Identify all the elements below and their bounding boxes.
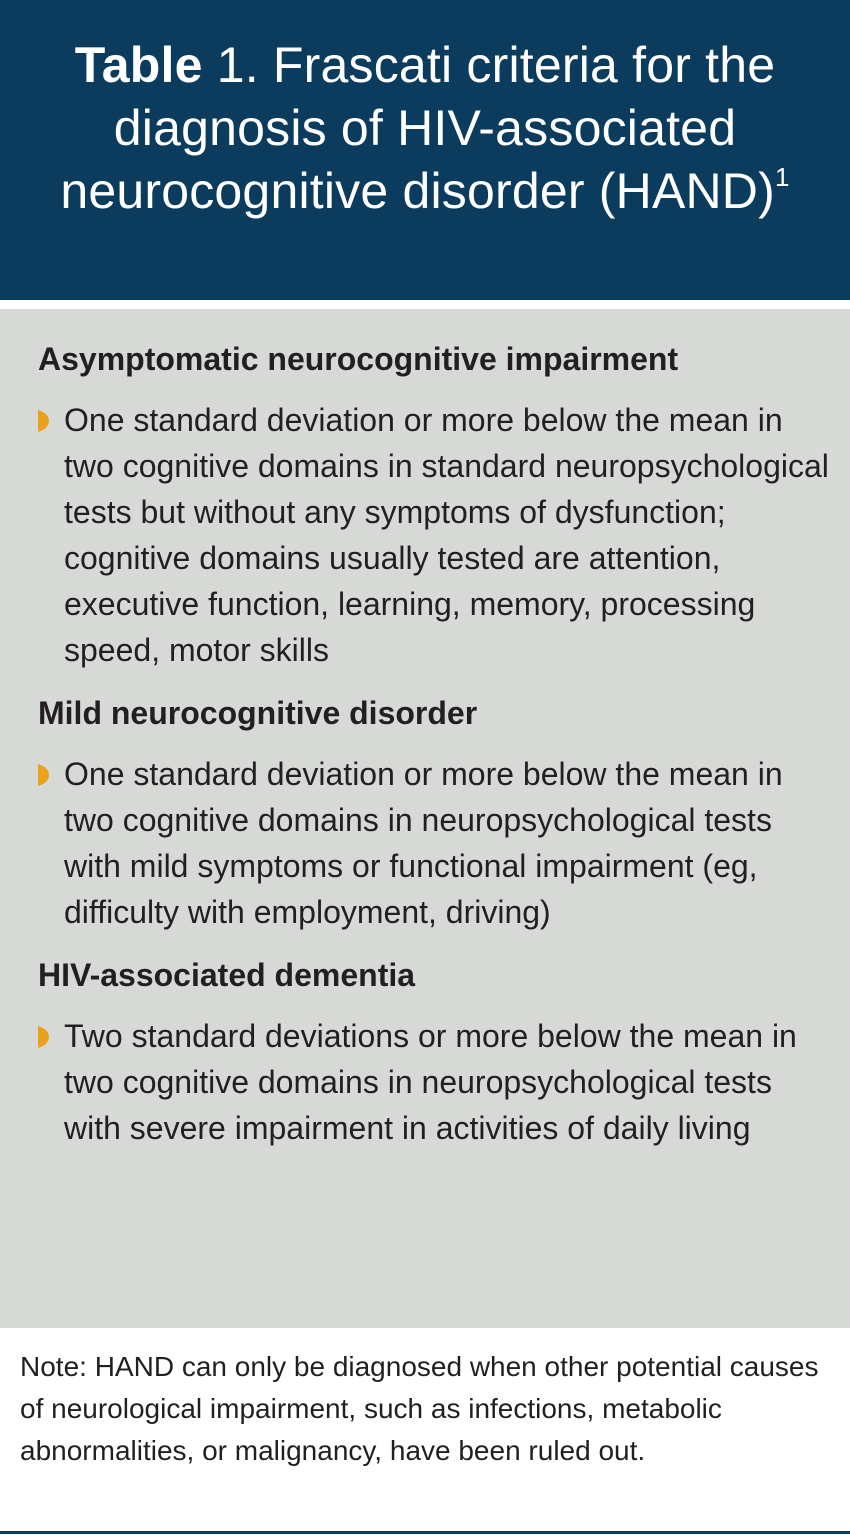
table-footnote: Note: HAND can only be diagnosed when other potential causes of neurological impairment, such as infections, metabolic abnormalities, or malignancy, have been ruled out.	[20, 1351, 819, 1466]
bullet-text: One standard deviation or more below the mean in two cognitive domains in standard neuropsychological tests but without any symptoms of dysfunction; cognitive domains usually tested are attention, executive function, learning, memory, processing speed, motor skills	[64, 402, 829, 668]
table-title	[0, 34, 850, 223]
criteria-bullet	[38, 1013, 830, 1151]
bottom-divider	[0, 1531, 850, 1534]
criteria-panel	[0, 309, 850, 1328]
bullet-arrow-icon	[38, 410, 49, 432]
bullet-arrow-icon	[38, 764, 49, 786]
bullet-arrow-icon	[38, 1026, 49, 1048]
criteria-bullet	[38, 397, 830, 673]
criteria-section	[38, 693, 830, 935]
criteria-section	[38, 339, 830, 673]
criteria-bullet	[38, 751, 830, 935]
section-heading: Asymptomatic neurocognitive impairment	[38, 341, 679, 377]
table-label: Table	[74, 37, 203, 93]
criteria-section	[38, 955, 830, 1151]
section-heading: HIV-associated dementia	[38, 957, 416, 993]
bullet-text: One standard deviation or more below the mean in two cognitive domains in neuropsychological tests with mild symptoms or functional impairment (eg, difficulty with employment, driving)	[64, 756, 783, 930]
header-divider	[0, 300, 850, 304]
table-title-text: 1. Frascati criteria for the diagnosis of HIV-associated neurocognitive disorder (HAND)	[60, 37, 776, 219]
section-heading: Mild neurocognitive disorder	[38, 695, 478, 731]
bullet-text: Two standard deviations or more below the mean in two cognitive domains in neuropsychological tests with severe impairment in activities of daily living	[64, 1018, 797, 1146]
table-header	[0, 0, 850, 300]
reference-superscript: 1	[774, 162, 790, 192]
